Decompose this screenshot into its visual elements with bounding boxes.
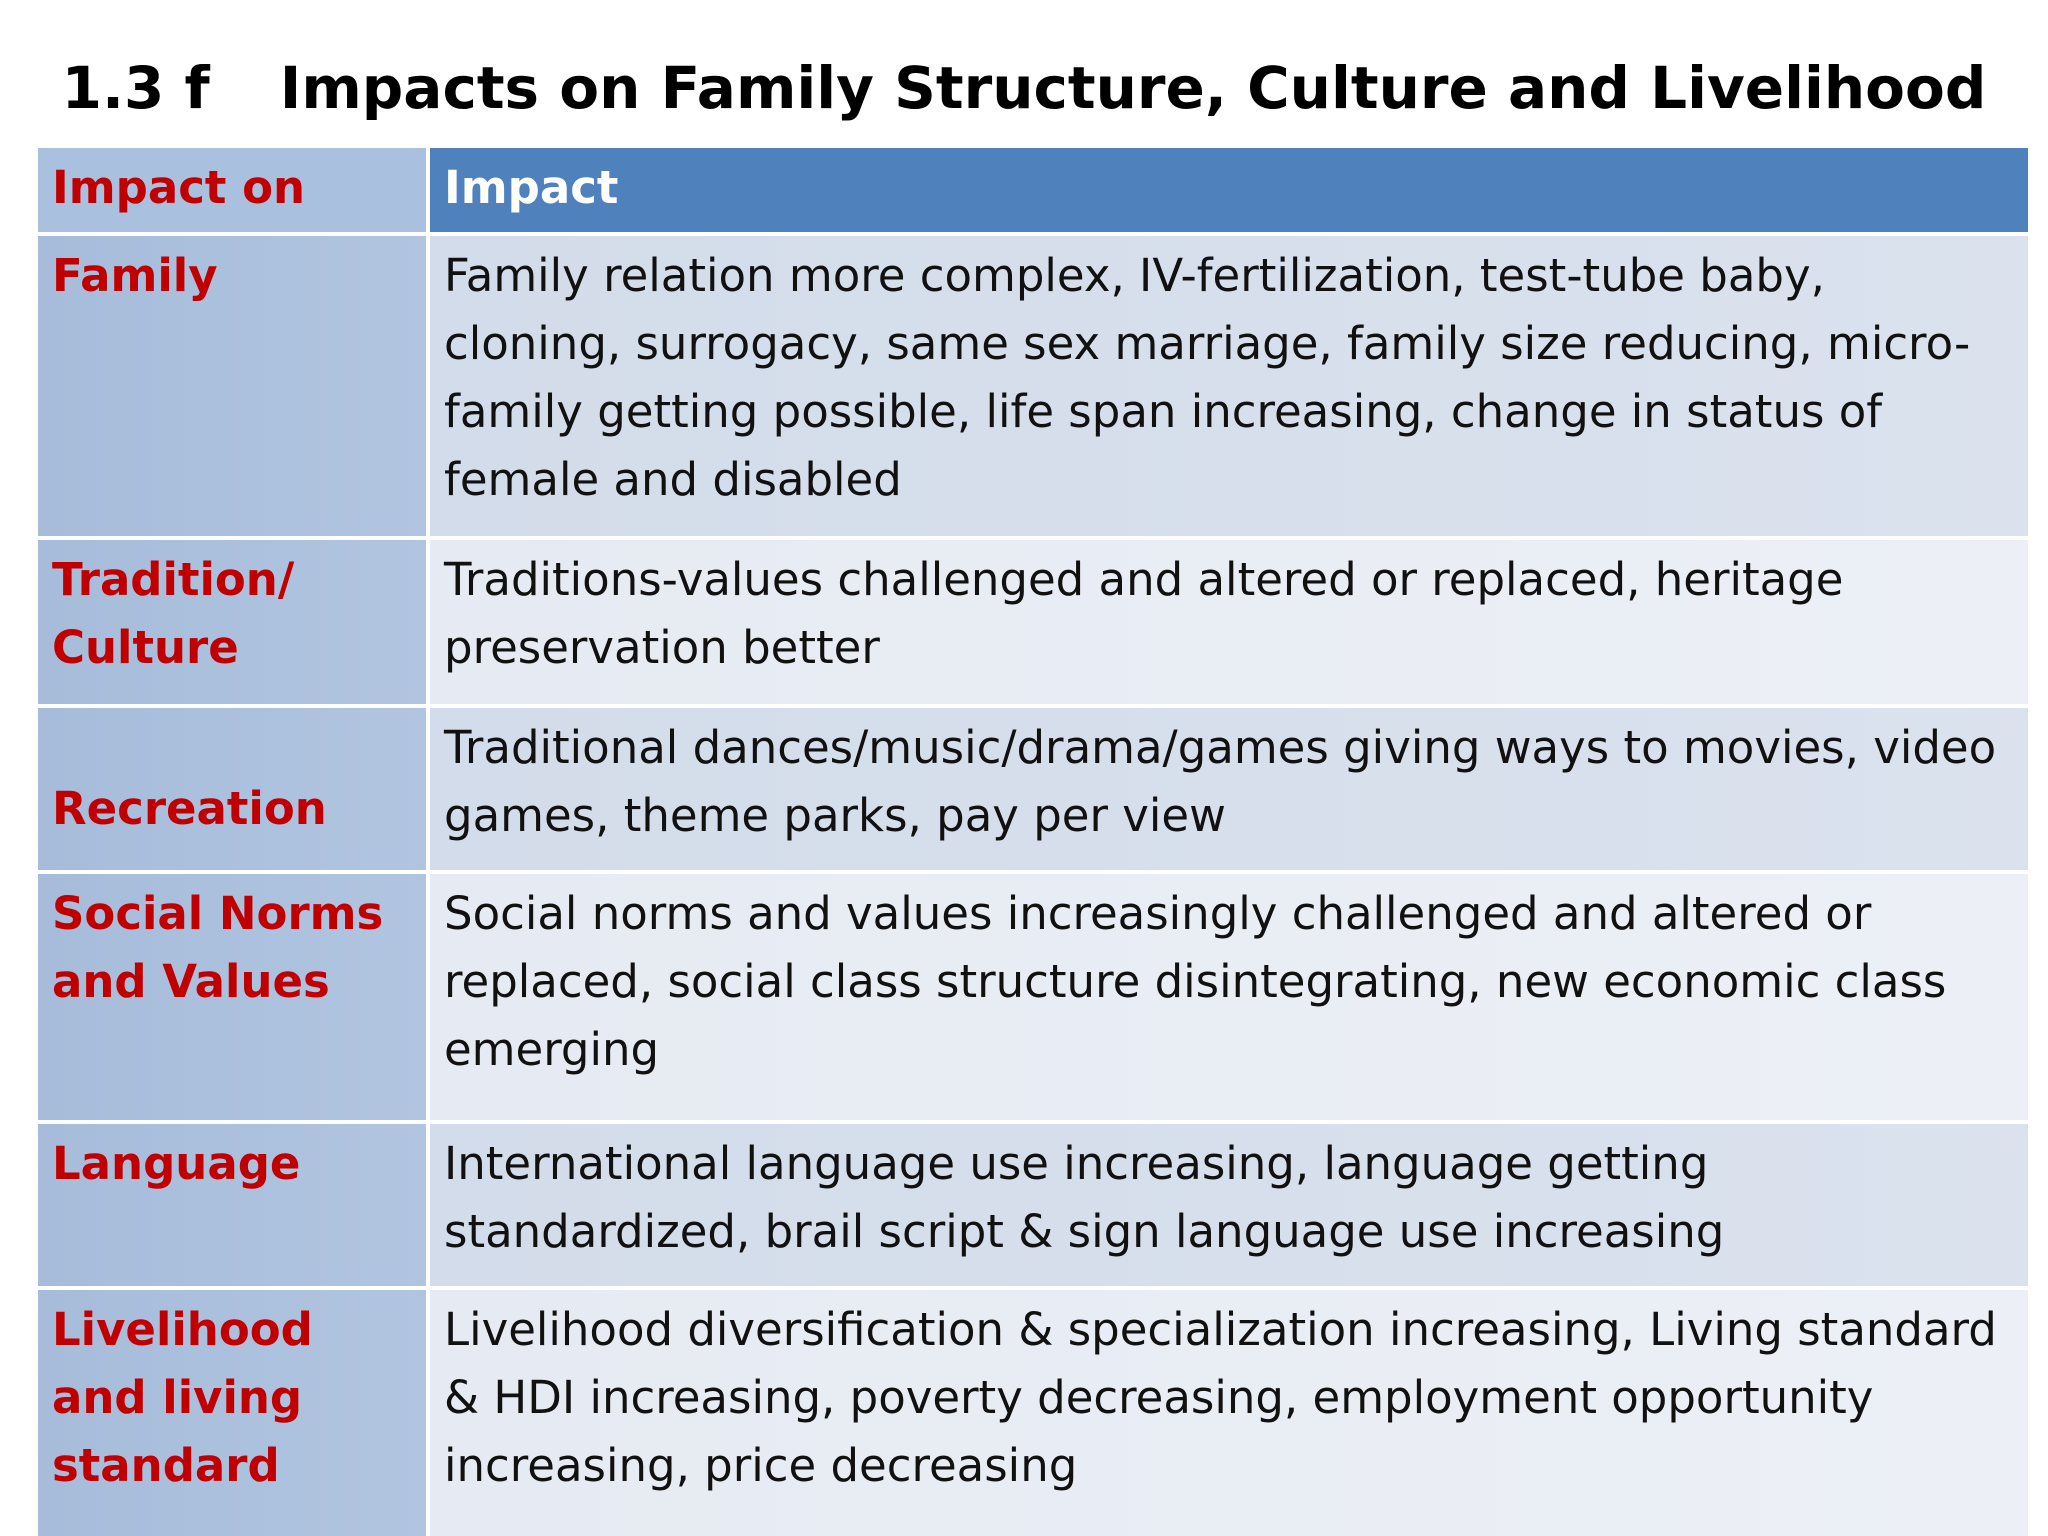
row-impact-livelihood: Livelihood diversification & specialization increasing, Living standard & HDI increasing, poverty decreasing, employment opportunity increasing, price decreasing [428, 1288, 2030, 1536]
row-label-livelihood: Livelihood and living standard [36, 1288, 428, 1536]
row-label-recreation: Recreation [36, 706, 428, 872]
row-label-family: Family [36, 234, 428, 538]
title-text: Impacts on Family Structure, Culture and Livelihood [279, 54, 1987, 122]
header-impact: Impact [428, 146, 2030, 234]
impacts-table [34, 144, 2032, 1536]
table-row [36, 538, 2030, 706]
row-impact-social-norms: Social norms and values increasingly challenged and altered or replaced, social class structure disintegrating, new economic class emerging [428, 872, 2030, 1122]
header-impact-on: Impact on [36, 146, 428, 234]
table-row [36, 1122, 2030, 1288]
section-number: 1.3 f [61, 54, 210, 122]
row-label-social-norms: Social Norms and Values [36, 872, 428, 1122]
table-header-row [36, 146, 2030, 234]
row-impact-tradition: Traditions-values challenged and altered or replaced, heritage preservation better [428, 538, 2030, 706]
slide-title [0, 50, 2048, 126]
table-row [36, 1288, 2030, 1536]
row-label-tradition: Tradition/ Culture [36, 538, 428, 706]
row-impact-family: Family relation more complex, IV-fertilization, test-tube baby, cloning, surrogacy, same sex marriage, family size reducing, micro-family getting possible, life span increasing, change in status of female and disabled [428, 234, 2030, 538]
table-row [36, 234, 2030, 538]
table-row [36, 706, 2030, 872]
row-label-language: Language [36, 1122, 428, 1288]
row-impact-language: International language use increasing, language getting standardized, brail script & sign language use increasing [428, 1122, 2030, 1288]
row-impact-recreation: Traditional dances/music/drama/games giving ways to movies, video games, theme parks, pay per view [428, 706, 2030, 872]
table-row [36, 872, 2030, 1122]
